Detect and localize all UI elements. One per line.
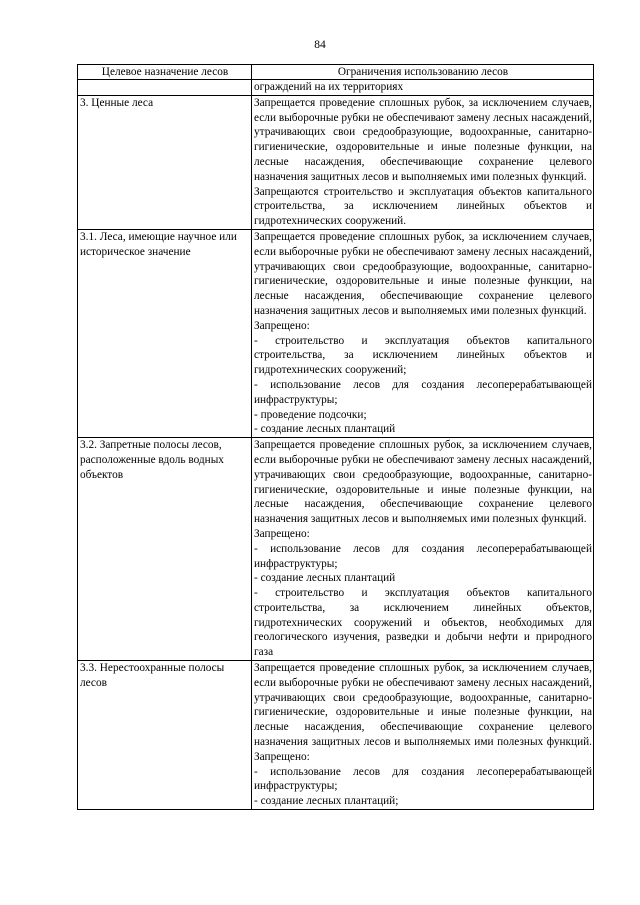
table-row	[78, 229, 594, 437]
table-row	[78, 661, 594, 810]
continuation-restrictions-cell	[252, 80, 594, 96]
restriction-paragraph: - создание лесных плантаций;	[254, 795, 399, 808]
restriction-paragraph: - использование лесов для создания лесоперерабатывающей инфраструктуры;	[254, 765, 592, 793]
restriction-paragraph: Запрещается проведение сплошных рубок, за исключением случаев, если выборочные рубки не обеспечивают замену лесных насаждений, утрачивающих свои средообразующие, водоохранные, санитарно-гигиенические, оздоровительные и иные полезные функции, на лесные насаждения, обеспечивающие сохранение целевого назначения защитных лесов и выполняемых ими полезных функций.	[254, 439, 592, 526]
header-restrictions: Ограничения использованию лесов	[252, 65, 594, 80]
purpose-cell: 3.2. Запретные полосы лесов, расположенные вдоль водных объектов	[78, 438, 252, 661]
restriction-paragraph: - строительство и эксплуатация объектов капитального строительства, за исключением линейных объектов, гидротехнических сооружений и объектов, необходимых для геологического изучения, разведки и добычи нефти и природного газа	[254, 587, 592, 659]
header-purpose: Целевое назначение лесов	[78, 65, 252, 80]
page-number: 84	[314, 39, 326, 51]
restriction-paragraph: Запрещается проведение сплошных рубок, за исключением случаев, если выборочные рубки не обеспечивают замену лесных насаждений, утрачивающих свои средообразующие, водоохранные, санитарно-гигиенические, оздоровительные и иные полезные функции, на лесные насаждения, обеспечивающие сохранение целевого назначения защитных лесов и выполняемых ими полезных функций.	[254, 230, 592, 317]
restrictions-cell	[252, 661, 594, 810]
restrictions-cell	[252, 438, 594, 661]
table-header-row	[78, 65, 594, 80]
forest-restrictions-table	[77, 64, 594, 810]
restriction-paragraph: - использование лесов для создания лесоперерабатывающей инфраструктуры;	[254, 378, 592, 406]
restrictions-cell	[252, 95, 594, 229]
restriction-paragraph: - создание лесных плантаций	[254, 572, 396, 585]
purpose-cell: 3.3. Нерестоохранные полосы лесов	[78, 661, 252, 810]
restriction-paragraph: - проведение подсочки;	[254, 408, 367, 421]
table-row	[78, 95, 594, 229]
restriction-paragraph: Запрещается проведение сплошных рубок, за исключением случаев, если выборочные рубки не обеспечивают замену лесных насаждений, утрачивающих свои средообразующие, водоохранные, санитарно-гигиенические, оздоровительные и иные полезные функции, на лесные насаждения, обеспечивающие сохранение целевого назначения защитных лесов и выполняемых ими полезных функций.	[254, 96, 592, 183]
restriction-paragraph: Запрещено:	[254, 527, 310, 540]
restriction-paragraph: - строительство и эксплуатация объектов капитального строительства, за исключением линейных объектов и гидротехнических сооружений;	[254, 334, 592, 377]
purpose-cell: 3. Ценные леса	[78, 95, 252, 229]
continuation-purpose-cell	[78, 80, 252, 96]
continuation-row	[78, 80, 594, 96]
restriction-paragraph: Запрещаются строительство и эксплуатация объектов капитального строительства, за исключением линейных объектов и гидротехнических сооружений.	[254, 185, 592, 228]
restrictions-cell	[252, 229, 594, 437]
table-row	[78, 438, 594, 661]
restriction-paragraph: Запрещается проведение сплошных рубок, за исключением случаев, если выборочные рубки не обеспечивают замену лесных насаждений, утрачивающих свои средообразующие, водоохранные, санитарно-гигиенические, оздоровительные и иные полезные функции, на лесные насаждения, обеспечивающие сохранение целевого назначения защитных лесов и выполняемых ими полезных функций. Запрещено:	[254, 662, 592, 763]
restriction-paragraph: Запрещено:	[254, 319, 310, 332]
restriction-paragraph: - использование лесов для создания лесоперерабатывающей инфраструктуры;	[254, 542, 592, 570]
purpose-cell: 3.1. Леса, имеющие научное или историческое значение	[78, 229, 252, 437]
restriction-paragraph: - создание лесных плантаций	[254, 423, 396, 436]
restriction-paragraph: ограждений на их территориях	[254, 81, 404, 93]
